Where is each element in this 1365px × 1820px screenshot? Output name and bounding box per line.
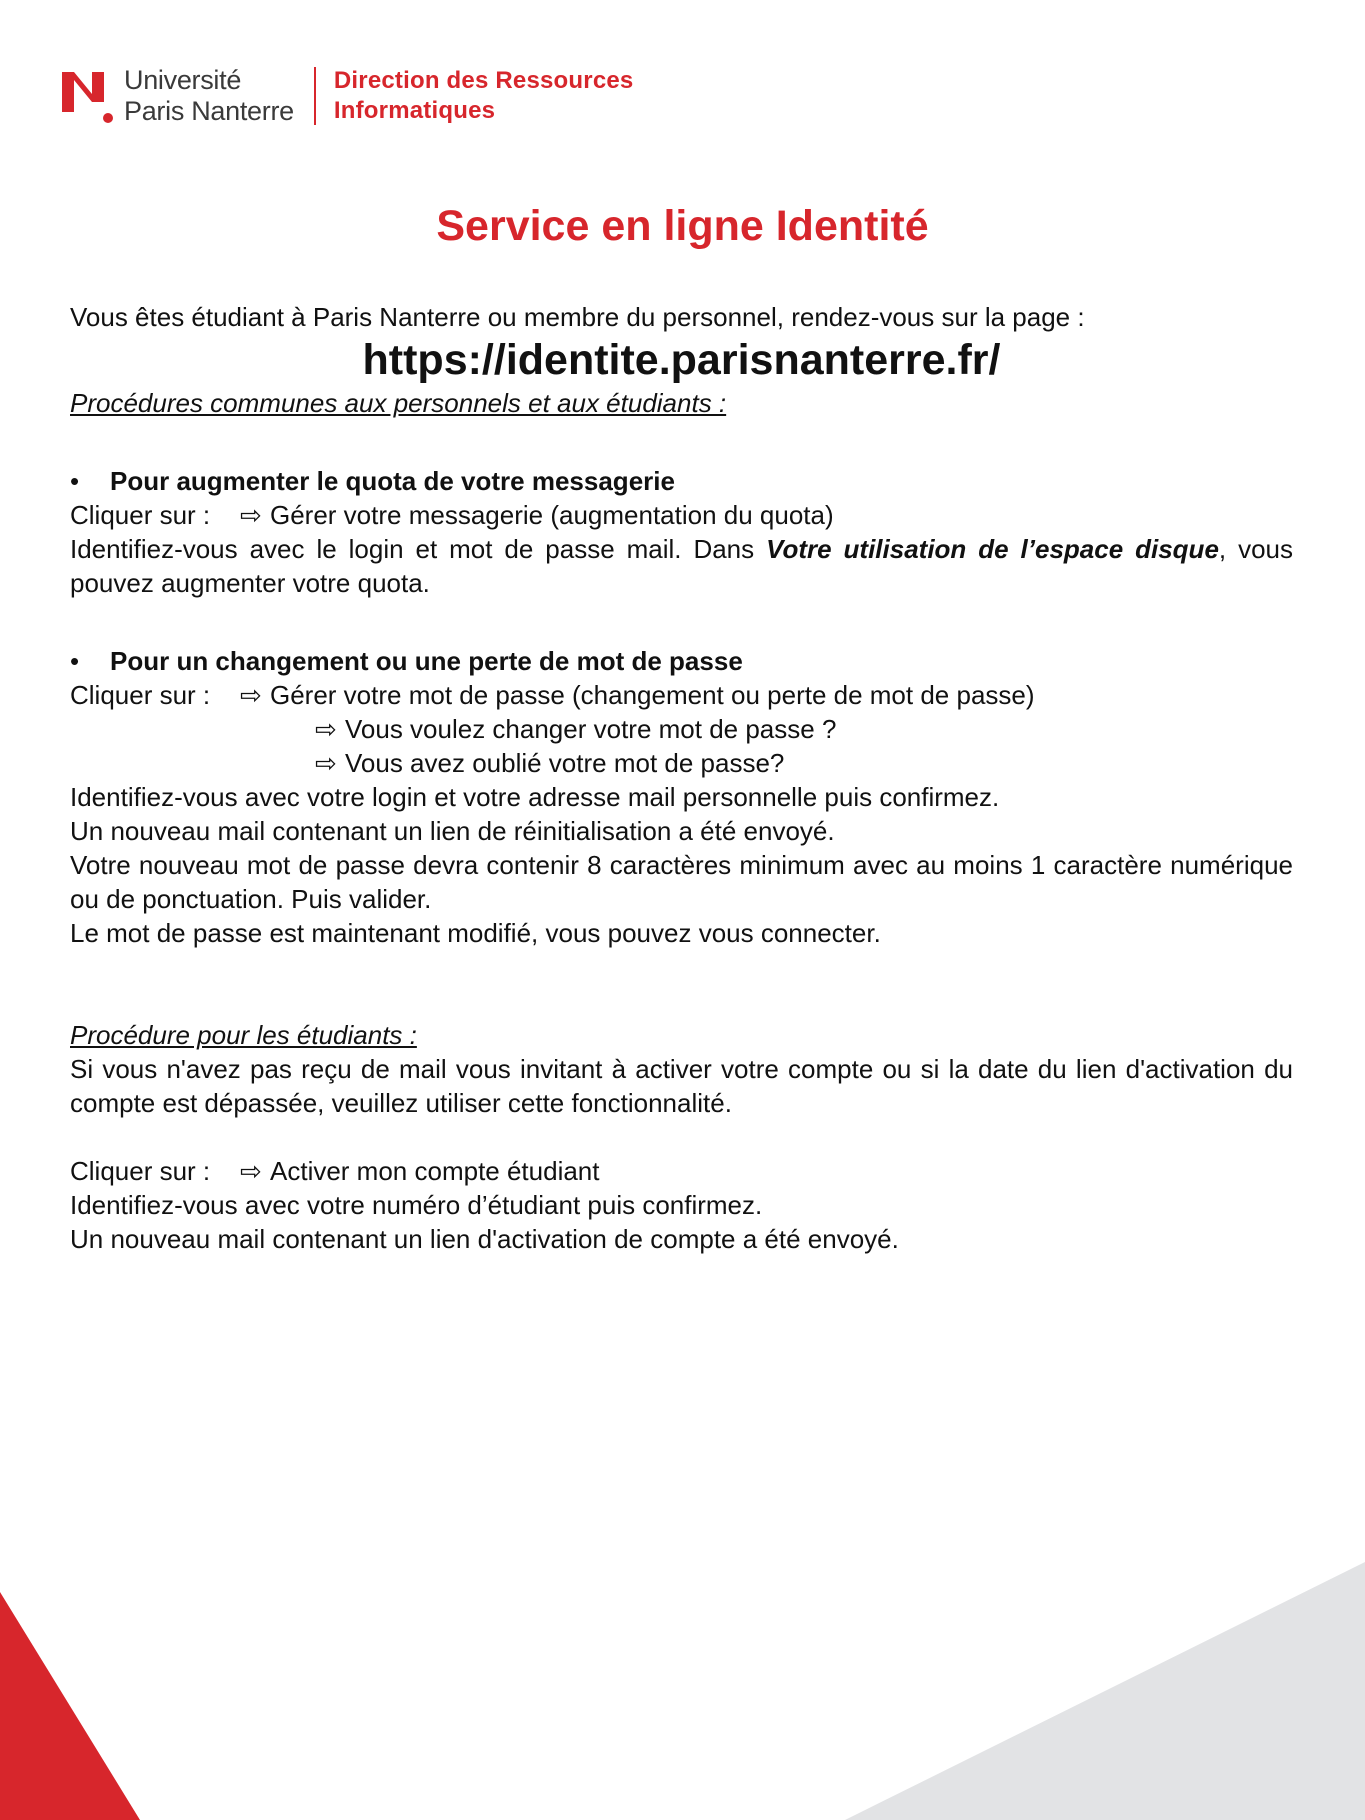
manage-mailbox-link[interactable]: Gérer votre messagerie (augmentation du quota) (270, 500, 834, 530)
bullet-icon: • (70, 466, 80, 496)
click-label: Cliquer sur : (70, 1156, 211, 1186)
page-title: Service en ligne Identité (436, 202, 929, 250)
arrow-right-icon: ⇨ (315, 748, 337, 778)
university-logo-icon (60, 68, 116, 124)
common-procedures-heading: Procédures communes aux personnels et aux étudiants : (70, 388, 727, 418)
arrow-right-icon: ⇨ (240, 1156, 262, 1186)
click-label: Cliquer sur : (70, 680, 211, 710)
password-click-row (70, 678, 1293, 712)
change-password-link[interactable]: Vous voulez changer votre mot de passe ? (345, 714, 837, 744)
arrow-right-icon: ⇨ (240, 680, 262, 710)
click-label: Cliquer sur : (70, 500, 211, 530)
arrow-right-icon: ⇨ (315, 714, 337, 744)
password-heading-text: Pour un changement ou une perte de mot de passe (110, 646, 743, 676)
students-click-row (70, 1154, 1293, 1188)
students-step-identify: Identifiez-vous avec votre numéro d’étudiant puis confirmez. (70, 1190, 763, 1220)
students-intro: Si vous n'avez pas reçu de mail vous invitant à activer votre compte ou si la date du lien d'activation du compte est dépassée, veuillez utiliser cette fonctionnalité. (70, 1054, 1293, 1118)
red-corner-shape (0, 1592, 140, 1820)
university-name-line1: Université (124, 65, 242, 95)
intro-text: Vous êtes étudiant à Paris Nanterre ou membre du personnel, rendez-vous sur la page : (70, 302, 1085, 332)
quota-bullet-heading (70, 464, 1293, 498)
quota-click-row (70, 498, 1293, 532)
service-url-link[interactable]: https://identite.parisnanterre.fr/ (362, 336, 1001, 384)
manage-password-link[interactable]: Gérer votre mot de passe (changement ou perte de mot de passe) (270, 680, 1035, 710)
university-name (124, 65, 294, 127)
disk-usage-emphasis: Votre utilisation de l’espace disque (766, 534, 1219, 564)
header (60, 64, 633, 128)
quota-heading-text: Pour augmenter le quota de votre messagerie (110, 466, 675, 496)
quota-text-end: , vous pouvez augmenter votre quota. (70, 534, 1293, 598)
department-name-line1: Direction des Ressources (333, 67, 634, 94)
password-bullet-heading (70, 644, 1293, 678)
quota-text-start: Identifiez-vous avec le login et mot de passe mail. Dans (70, 534, 767, 564)
forgot-password-row (70, 746, 1293, 780)
password-step-mail-sent: Un nouveau mail contenant un lien de réinitialisation a été envoyé. (70, 816, 835, 846)
university-name-line2: Paris Nanterre (124, 96, 294, 126)
password-step-identify: Identifiez-vous avec votre login et votre adresse mail personnelle puis confirmez. (70, 782, 1000, 812)
forgot-password-link[interactable]: Vous avez oublié votre mot de passe? (345, 748, 785, 778)
department-name-line2: Informatiques (333, 97, 496, 124)
activate-account-link[interactable]: Activer mon compte étudiant (270, 1156, 600, 1186)
grey-corner-shape (845, 1562, 1365, 1820)
students-step-mail-sent: Un nouveau mail contenant un lien d'activation de compte a été envoyé. (70, 1224, 899, 1254)
arrow-right-icon: ⇨ (240, 500, 262, 530)
students-procedure-heading: Procédure pour les étudiants : (70, 1020, 417, 1050)
header-divider (314, 67, 316, 125)
quota-instructions (70, 532, 1293, 600)
department-name (334, 66, 634, 126)
password-step-requirements: Votre nouveau mot de passe devra contenir 8 caractères minimum avec au moins 1 caractère numérique ou de ponctuation. Puis valider. (70, 850, 1293, 914)
password-step-done: Le mot de passe est maintenant modifié, vous pouvez vous connecter. (70, 918, 881, 948)
main-content (70, 300, 1293, 1256)
change-password-row (70, 712, 1293, 746)
bullet-icon: • (70, 646, 80, 676)
